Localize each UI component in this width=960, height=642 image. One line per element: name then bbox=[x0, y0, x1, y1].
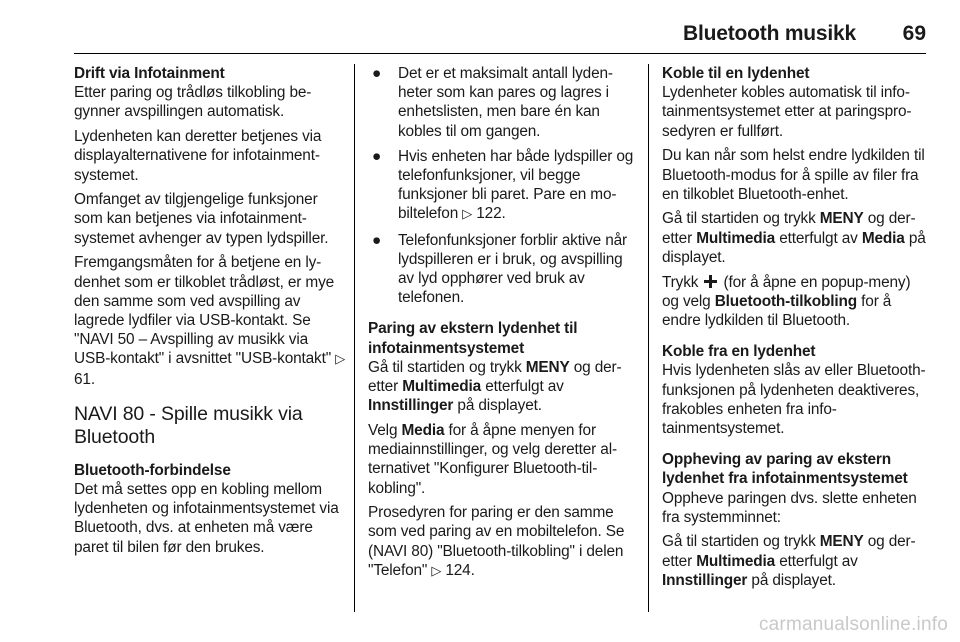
page-number: 69 bbox=[902, 22, 926, 45]
paragraph-text: Prosedyren for paring er den samme som ved paring av en mobiltelefon. Se (NAVI 80) "Bluetooth-tilkobling" i delen "Telefon" bbox=[368, 504, 625, 579]
list-item-text: Telefonfunksjoner forblir aktive når lydspilleren er i bruk, og avspilling av lyd opphører ved bruk av telefonen. bbox=[398, 231, 627, 307]
paragraph bbox=[662, 273, 930, 331]
paragraph bbox=[662, 532, 930, 590]
page-reference-number[interactable]: 61. bbox=[74, 370, 95, 388]
menu-keyword: MENY bbox=[819, 533, 864, 551]
subheading: Drift via Infotainment bbox=[74, 65, 225, 82]
paragraph-text: Fremgangsmåten for å betjene en lydenhet som er tilkoblet trådløst, er mye den samme som ved avspilling av lagrede lydfiler via USB-kontakt. Se "NAVI 50 – Avspilling av musikk via USB-kontakt" i avsnittet "USB-kontakt" bbox=[74, 254, 335, 368]
paragraph bbox=[368, 503, 638, 581]
subheading: Oppheving av paring av ekstern lydenhet fra infotainmentsystemet bbox=[662, 451, 908, 488]
bullet-icon: ● bbox=[372, 231, 382, 249]
text-run: etterfulgt av bbox=[775, 552, 858, 570]
paragraph-text: Hvis lydenheten slås av eller Bluetooth-funksjonen på lydenheten deaktiveres, frakobles enheten fra infotainmentsystemet. bbox=[662, 362, 926, 437]
paragraph bbox=[662, 342, 930, 438]
paragraph bbox=[74, 64, 346, 122]
text-run: Velg bbox=[368, 421, 402, 439]
column-divider bbox=[354, 64, 355, 612]
menu-keyword: Bluetooth-tilkobling bbox=[714, 292, 858, 310]
column-divider bbox=[648, 64, 649, 612]
paragraph bbox=[74, 253, 346, 388]
list-item-text: Hvis enheten har både lydspiller og telefonfunksjoner, vil begge funksjoner bli paret. Pare en mobiltelefon bbox=[398, 147, 634, 223]
bullet-list bbox=[368, 64, 638, 307]
paragraph bbox=[662, 450, 930, 527]
page-reference-icon[interactable]: ▷ bbox=[431, 563, 442, 579]
text-run: på displayet. bbox=[453, 397, 542, 415]
list-item bbox=[368, 64, 638, 141]
page-reference-number[interactable]: 124. bbox=[445, 561, 475, 579]
text-run: på displayet. bbox=[747, 571, 836, 589]
text-run: Gå til startiden og trykk bbox=[662, 210, 820, 228]
menu-keyword: Media bbox=[401, 421, 445, 439]
paragraph-text: Oppheve paringen dvs. slette enheten fra systemminnet: bbox=[662, 489, 917, 526]
text-run: etterfulgt av bbox=[481, 378, 564, 396]
text-run: (for å åpne en popup-meny) og velg bbox=[662, 273, 911, 310]
text-run: etterfulgt av bbox=[775, 229, 862, 247]
paragraph: Du kan når som helst endre lydkilden til Bluetooth-modus for å spille av filer fra en tilkoblet Bluetooth-enhet. bbox=[662, 147, 925, 203]
paragraph-text: Etter paring og trådløs tilkobling begynner avspillingen automatisk. bbox=[74, 84, 312, 121]
text-run: Gå til startiden og trykk bbox=[368, 358, 526, 376]
page-header bbox=[74, 0, 926, 50]
page-reference-number[interactable]: 122. bbox=[476, 205, 506, 223]
text-run: Trykk bbox=[662, 273, 703, 291]
column-1 bbox=[74, 64, 346, 562]
text-run: Gå til startiden og trykk bbox=[662, 533, 820, 551]
page-reference-icon[interactable]: ▷ bbox=[335, 352, 346, 368]
menu-keyword: Multimedia bbox=[696, 229, 776, 247]
list-item bbox=[368, 147, 638, 225]
menu-keyword: Multimedia bbox=[696, 552, 776, 570]
text-run: og deretter bbox=[662, 533, 916, 570]
menu-keyword: Innstillinger bbox=[662, 571, 748, 589]
watermark: carmanualsonline.info bbox=[758, 614, 948, 635]
paragraph bbox=[662, 209, 930, 267]
menu-keyword: Innstillinger bbox=[368, 397, 454, 415]
column-2 bbox=[368, 64, 638, 587]
subheading: Koble til en lydenhet bbox=[662, 65, 810, 82]
paragraph-text: Lydenheter kobles automatisk til infotainmentsystemet etter at paringsprosedyren er fullført. bbox=[662, 84, 912, 140]
bullet-icon: ● bbox=[372, 65, 382, 82]
list-item bbox=[368, 231, 638, 308]
plus-icon bbox=[704, 275, 717, 288]
text-run: for å åpne menyen for mediainnstillinger, og velg deretter alternativet "Konfigurer Bluetooth-tilkobling". bbox=[368, 421, 618, 497]
menu-keyword: Media bbox=[861, 229, 905, 247]
column-3 bbox=[662, 64, 930, 596]
section-title: NAVI 80 - Spille musikk via Bluetooth bbox=[74, 402, 303, 448]
menu-keyword: MENY bbox=[525, 358, 570, 376]
menu-keyword: Multimedia bbox=[402, 378, 482, 396]
paragraph bbox=[368, 319, 638, 415]
text-run: for å endre lydkilden til Bluetooth. bbox=[662, 292, 892, 329]
subheading: Paring av ekstern lydenhet til infotainmentsystemet bbox=[368, 320, 578, 357]
header-rule bbox=[74, 53, 926, 54]
paragraph bbox=[662, 64, 930, 141]
paragraph: Lydenheten kan deretter betjenes via displayalternativene for infotainmentsystemet. bbox=[74, 128, 322, 184]
subheading: Bluetooth-forbindelse bbox=[74, 461, 231, 479]
text-run: og deretter bbox=[368, 358, 622, 396]
header-title: Bluetooth musikk bbox=[683, 22, 856, 45]
menu-keyword: MENY bbox=[819, 210, 864, 228]
paragraph-text: Det må settes opp en kobling mellom lydenheten og infotainmentsystemet via Bluetooth, dvs. at enheten må være paret til bilen før den brukes. bbox=[74, 480, 339, 556]
paragraph bbox=[74, 461, 346, 557]
paragraph: Omfanget av tilgjengelige funksjoner som kan betjenes via infotainmentsystemet avhenger av typen lydspiller. bbox=[74, 191, 329, 247]
bullet-icon: ● bbox=[372, 147, 382, 165]
list-item-text: Det er et maksimalt antall lydenheter som kan pares og lagres i enhetslisten, men bare én kan kobles til om gangen. bbox=[398, 65, 614, 140]
subheading: Koble fra en lydenhet bbox=[662, 343, 816, 361]
paragraph bbox=[368, 421, 638, 498]
text-run: på displayet. bbox=[662, 229, 926, 266]
text-run: og deretter bbox=[662, 210, 916, 247]
page-reference-icon[interactable]: ▷ bbox=[462, 207, 473, 223]
